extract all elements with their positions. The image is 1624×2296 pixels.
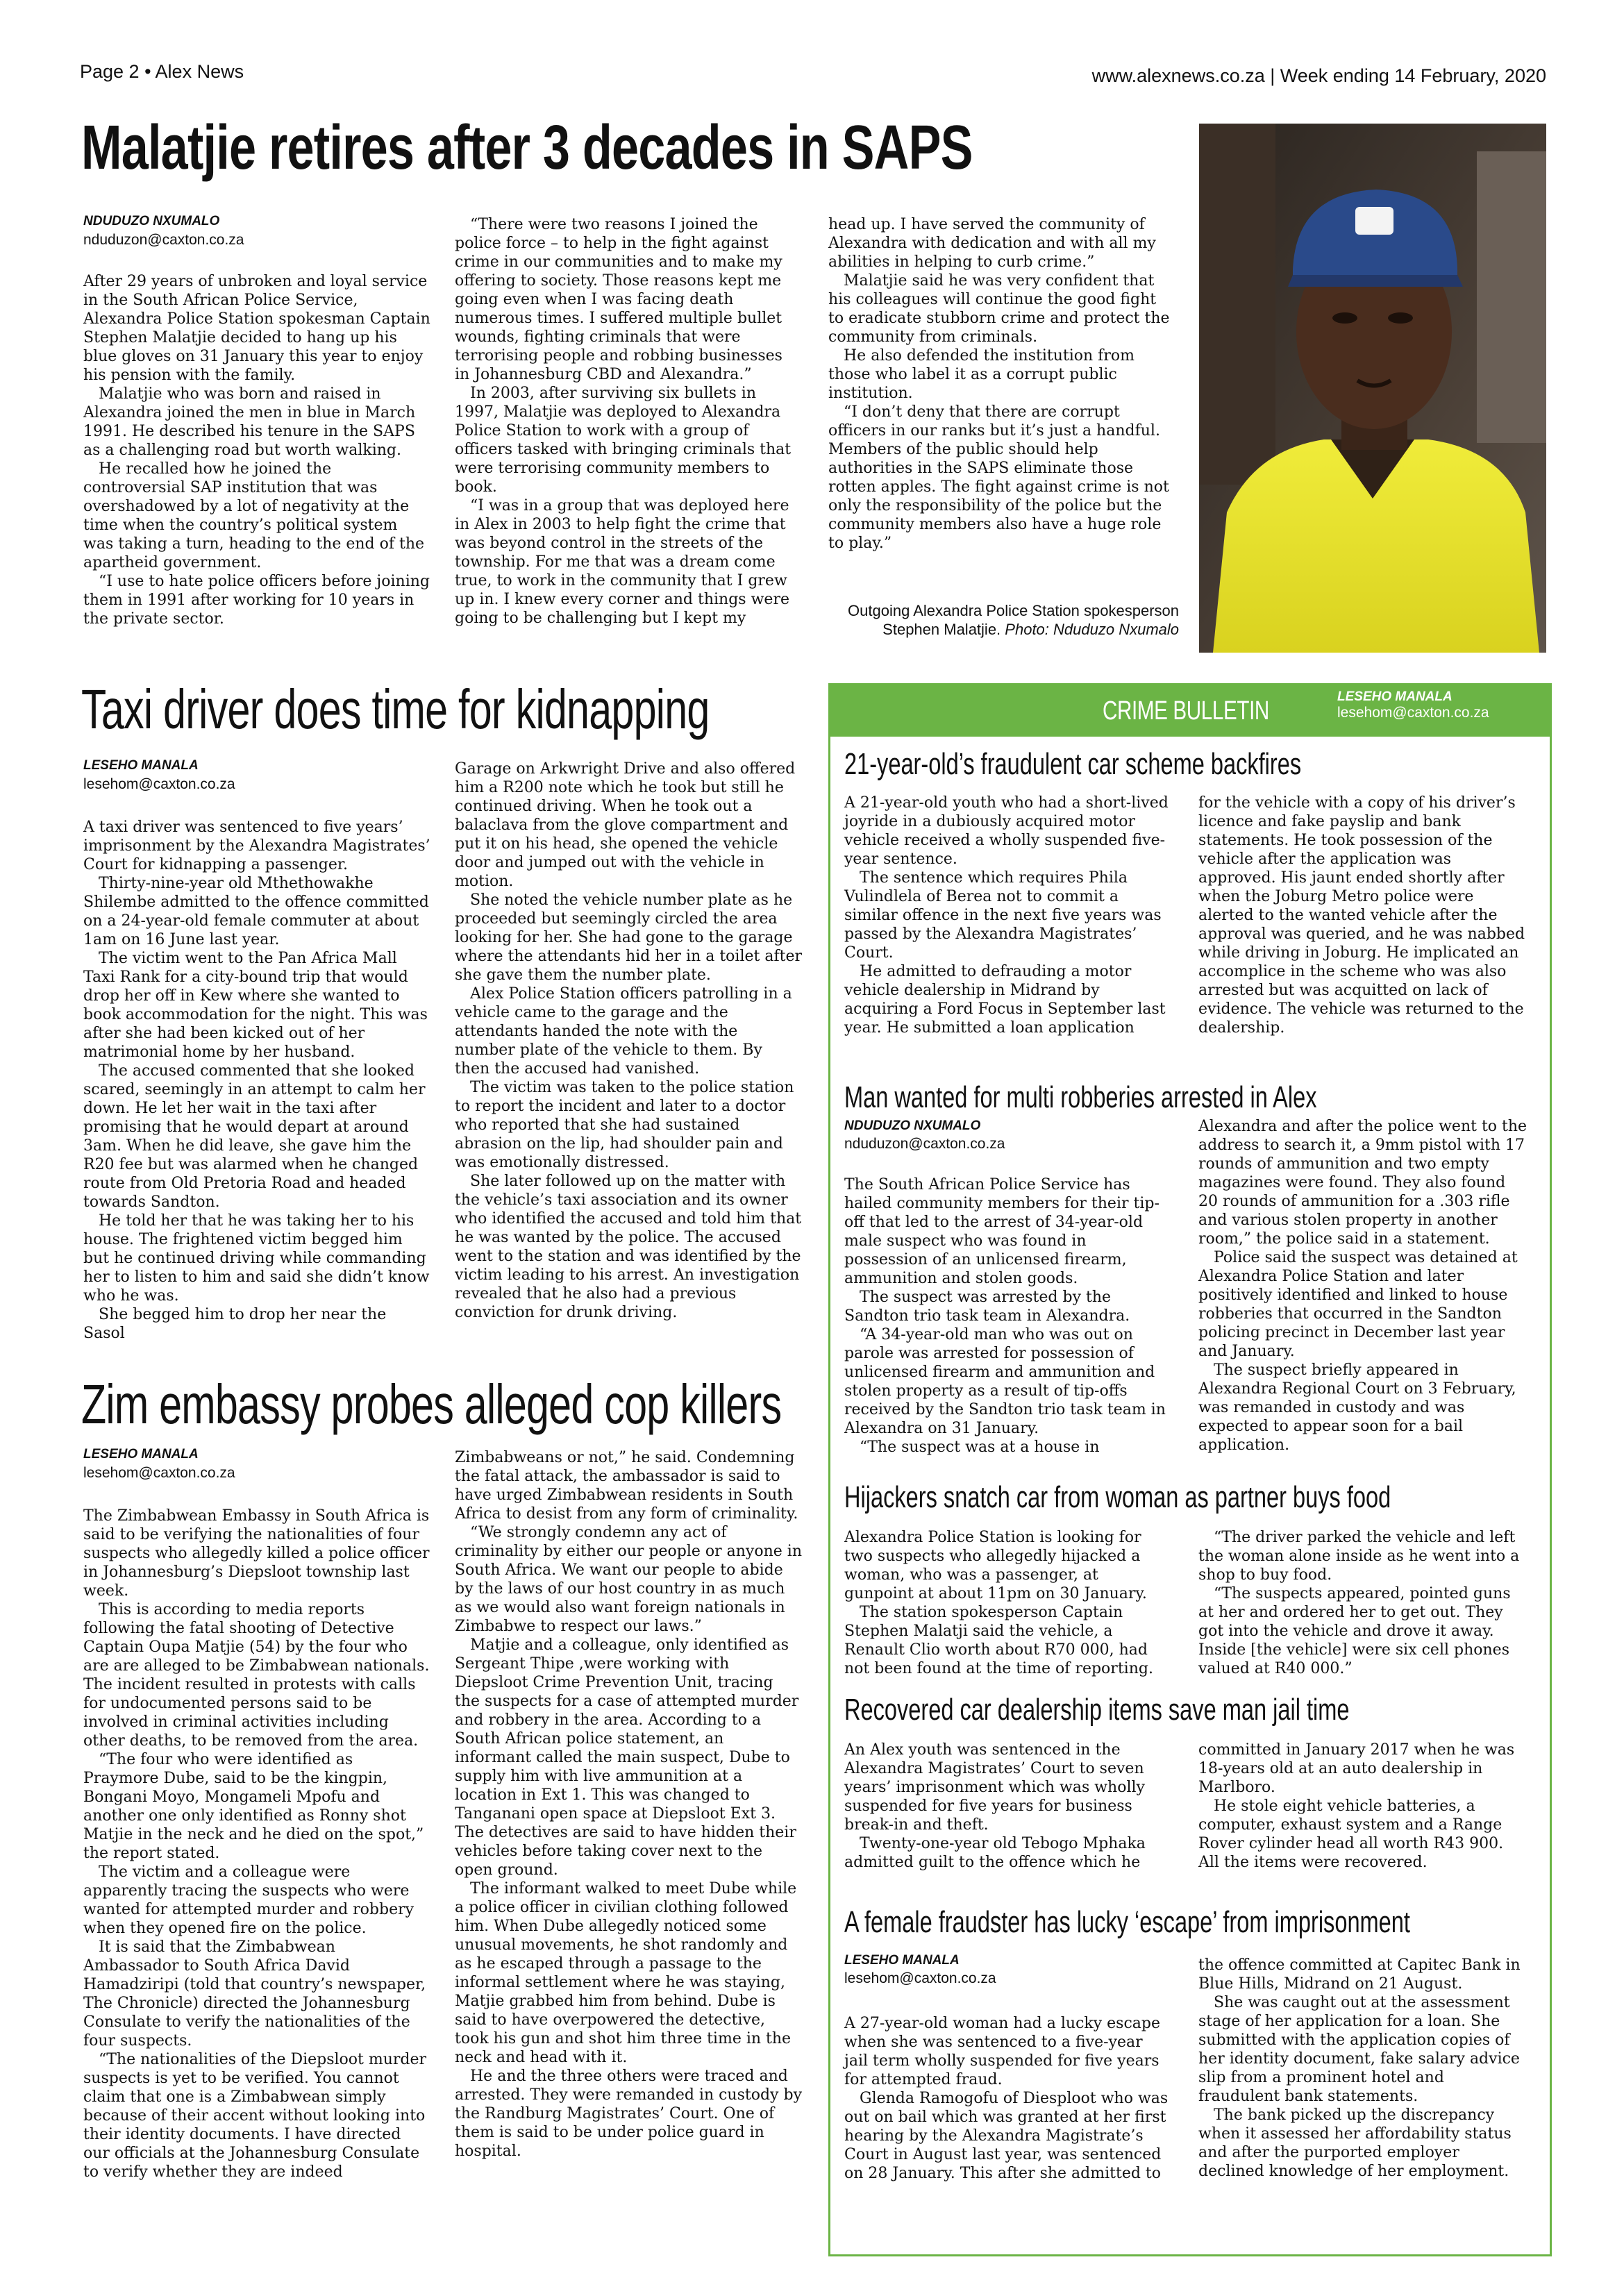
paragraph: After 29 years of unbroken and loyal service in the South African Police Service, Alexandra Police Station spokesman Captain Stephen Malatjie decided to hang up his blue gloves on 31 January this year to enjoy his pension with the family. [83,273,430,384]
paragraph: The suspect briefly appeared in Alexandra Regional Court on 3 February, was remanded in custody and was expected to appear soon for a bail application. [1198,1361,1516,1454]
byline-email: nduduzon@caxton.co.za [83,232,244,248]
portrait-image [1199,124,1546,653]
paragraph: He admitted to defrauding a motor vehicle dealership in Midrand by acquiring a Ford Focus in September last year. He submitted a loan application [844,963,1166,1037]
paragraph: “We strongly condemn any act of criminality by either our people or anyone in South Africa. We want our people to abide by the laws of our host country in as much as we would also want foreign nationals in Zimbabwe to respect our laws.” [455,1524,802,1635]
bulletin-item-col1 [844,794,1171,1037]
bulletin-item-col2 [1198,1117,1528,1455]
byline-name: LESEHO MANALA [1337,689,1453,704]
paragraph: He told her that he was taking her to his house. The frightened victim begged him but he continued driving while commanding her to listen to him and said she didn’t know who he was. [83,1212,430,1305]
paragraph: She noted the vehicle number plate as he proceeded but seemingly circled the area looking for her. She had gone to the garage where the attendants hid her in a toilet after she gave them the number plate. [455,891,802,984]
bulletin-item-col2 [1198,1741,1528,1872]
paragraph: “The driver parked the vehicle and left the woman alone inside as he went into a shop to buy food. [1198,1529,1520,1584]
caption-credit: Photo: Nduduzo Nxumalo [1005,621,1179,638]
paragraph: Zimbabweans or not,” he said. Condemning the fatal attack, the ambassador is said to have urged Zimbabwean residents in South Africa to desist from any form of criminality. [455,1449,798,1523]
bulletin-item-title: 21-year-old’s fraudulent car scheme backfires [844,747,1302,781]
bulletin-item-byline [844,1953,996,1987]
bulletin-item-col2 [1198,794,1528,1037]
site-url-and-date: www.alexnews.co.za | Week ending 14 February, 2020 [1091,65,1546,86]
bulletin-item-col2 [1198,1528,1528,1678]
paragraph: committed in January 2017 when he was 18-years old at an auto dealership in Marlboro. [1198,1741,1515,1796]
portrait-photo [1199,124,1546,653]
story3-col1 [83,1507,430,2181]
paragraph: Glenda Ramogofu of Diesploot who was out on bail which was granted at her first hearing by the Alexandra Magistrate’s Court in August last year, was sentenced on 28 January. This after she admitted to [844,2090,1169,2182]
paragraph: Malatjie who was born and raised in Alexandra joined the men in blue in March 1991. He described his tenure in the SAPS as a challenging road but worth walking. [83,385,416,459]
bulletin-item-col1 [844,1175,1171,1457]
story2-col1 [83,818,430,1343]
bulletin-item-title: Man wanted for multi robberies arrested in Alex [844,1080,1317,1114]
byline-story2 [83,758,430,793]
paragraph: The Zimbabwean Embassy in South Africa is said to be verifying the nationalities of four suspects who allegedly killed a police officer in Johannesburg’s Diepsloot township last week. [83,1507,430,1600]
paragraph: Alex Police Station officers patrolling in a vehicle came to the garage and the attendants handed the note with the number plate of the vehicle to them. By then the accused had vanished. [455,985,792,1078]
page-folio: Page 2 • Alex News [80,61,244,82]
byline-email: lesehom@caxton.co.za [83,1465,235,1481]
paragraph: A 21-year-old youth who had a short-lived joyride in a dubiously acquired motor vehicle received a wholly suspended five-year sentence. [844,794,1169,868]
bulletin-item-title: A female fraudster has lucky ‘escape’ from imprisonment [844,1905,1410,1939]
paragraph: “The suspect was at a house in [860,1439,1100,1456]
byline-name: LESEHO MANALA [83,1447,199,1461]
bulletin-item-title: Hijackers snatch car from woman as partner buys food [844,1480,1391,1514]
byline-story3 [83,1447,430,1482]
paragraph: “The suspects appeared, pointed guns at her and ordered her to get out. They got into the vehicle and drove it away. Inside [the vehicle] were six cell phones valued at R40 000.” [1198,1585,1511,1677]
story2-col2 [455,760,802,1322]
paragraph: In 2003, after surviving six bullets in 1997, Malatjie was deployed to Alexandra Police Station to work with a group of officers tasked with bringing criminals that were terrorising community members to book. [455,385,792,496]
paragraph: Police said the suspect was detained at Alexandra Police Station and later positively identified and linked to house robberies that occurred in the Sandton policing precinct in December last year and January. [1198,1249,1518,1360]
paragraph: The South African Police Service has hailed community members for their tip-off that led to the arrest of 34-year-old male suspect who was found in possession of an unlicensed firearm, ammunition and stolen goods. [844,1176,1160,1287]
paragraph: Malatjie said he was very confident that his colleagues will continue the good fight to eradicate stubborn crime and protect the community from criminals. [828,272,1170,346]
paragraph: A 27-year-old woman had a lucky escape when she was sentenced to a five-year jail term wholly suspended for five years for attempted fraud. [844,2015,1160,2088]
byline-name: LESEHO MANALA [83,758,199,773]
bulletin-item-col1 [844,2014,1171,2183]
paragraph: “I was in a group that was deployed here in Alex in 2003 to help fight the crime that was beyond control in the streets of the township. For me that was a dream come true, to work in the community that I grew up in. I knew every corner and things were going to be challenging but I kept my [455,497,789,627]
paragraph: Matjie and a colleague, only identified as Sergeant Thipe ,were working with Diepsloot Crime Prevention Unit, tracing the suspects for a case of attempted murder and robbery in the area. According to a South African police statement, an informant called the main suspect, Dube to supply him with live ammunition at a location in Ext 1. This was changed to Tanganani open space at Diepsloot Ext 3. The detectives are said to have hidden their vehicles before taking cover next to the open ground. [455,1636,799,1879]
paragraph: The victim and a colleague were apparently tracing the suspects who were wanted for attempted murder and robbery when they opened fire on the police. [83,1863,415,1937]
bulletin-item-col1 [844,1528,1171,1678]
bulletin-item-col1 [844,1741,1171,1872]
byline-story1 [83,214,444,249]
paragraph: It is said that the Zimbabwean Ambassador to South Africa David Hamadziripi (told that country’s newspaper, The Chronicle) directed the Johannesburg Consulate to verify the nationalities of the four suspects. [83,1938,426,2050]
paragraph: Thirty-nine-year old Mthethowakhe Shilembe admitted to the offence committed on a 24-year-old female commuter at about 1am on 16 June last year. [83,875,429,948]
byline-email: nduduzon@caxton.co.za [844,1136,1005,1152]
paragraph: The station spokesperson Captain Stephen Malatji said the vehicle, a Renault Clio worth about R70 000, had not been found at the time of reporting. [844,1604,1153,1677]
byline-name: NDUDUZO NXUMALO [83,214,220,228]
story1-col2 [455,215,802,628]
paragraph: The suspect was arrested by the Sandton trio task team in Alexandra. [844,1289,1130,1325]
byline-name: LESEHO MANALA [844,1953,960,1968]
byline-name: NDUDUZO NXUMALO [844,1118,981,1133]
paragraph: Alexandra Police Station is looking for two suspects who allegedly hijacked a woman, who was a passenger, at gunpoint at about 11pm on 30 January. [844,1529,1147,1602]
headline-malatjie: Malatjie retires after 3 decades in SAPS [81,113,973,183]
paragraph: The accused commented that she looked scared, seemingly in an attempt to calm her down. He let her wait in the taxi after promising that he would depart at around 3am. When he did leave, she gave him the R20 fee but was alarmed when he changed route from Old Pretoria Road and headed towards Sandton. [83,1062,426,1211]
paragraph: “The four who were identified as Praymore Dube, said to be the kingpin, Bongani Moyo, Mongameli Mpofu and another one only identified as Ronny shot Matjie in the neck and he died on the spot,” the report stated. [83,1751,424,1862]
bulletin-item-byline [844,1118,1005,1153]
crime-bulletin-byline [1337,689,1489,721]
paragraph: He also defended the institution from those who label it as a corrupt public institution. [828,347,1135,402]
paragraph: “I use to hate police officers before joining them in 1991 after working for 10 years in the private sector. [83,573,430,628]
story1-col1 [83,272,430,628]
paragraph: She was caught out at the assessment stage of her application for a loan. She submitted with the application copies of her identity document, fake salary advice slip from a prominent hotel and fraudulent bank statements. [1198,1994,1520,2105]
bulletin-item-title: Recovered car dealership items save man jail time [844,1693,1350,1727]
paragraph: She begged him to drop her near the Sasol [83,1306,387,1342]
paragraph: He and the three others were traced and arrested. They were remanded in custody by the Randburg Magistrates’ Court. One of them is said to be under police guard in hospital. [455,2068,802,2160]
byline-email: lesehom@caxton.co.za [83,776,235,792]
paragraph: for the vehicle with a copy of his driver’s licence and fake payslip and bank statements. He took possession of the vehicle after the application was approved. His jaunt ended shortly after when the Joburg Metro police were alerted to the wanted vehicle after the approval was queried, and he was nabbed while driving in Joburg. He implicated an accomplice in the scheme who was also arrested but was acquitted on lack of evidence. The vehicle was returned to the dealership. [1198,794,1525,1037]
paragraph: An Alex youth was sentenced in the Alexandra Magistrates’ Court to seven years’ imprisonment which was wholly suspended for five years for business break-in and theft. [844,1741,1145,1834]
paragraph: The victim went to the Pan Africa Mall Taxi Rank for a city-bound trip that would drop her off in Kew where she wanted to book accommodation for the night. This was after she had been kicked out of her matrimonial home by her husband. [83,950,428,1061]
caption-text: Outgoing Alexandra Police Station spokesperson Stephen Malatjie. [848,602,1179,638]
byline-email: lesehom@caxton.co.za [844,1970,996,1986]
story3-col2 [455,1448,802,2161]
paragraph: “I don’t deny that there are corrupt officers in our ranks but it’s just a handful. Members of the public should help authorities in the SAPS eliminate those rotten apples. The fight against crime is not only the responsibility of the police but the community members also have a huge role to play.” [828,403,1169,552]
headline-taxi-driver: Taxi driver does time for kidnapping [81,678,710,740]
paragraph: “There were two reasons I joined the police force – to help in the fight against crime in our communities and to make my offering to society. Those reasons kept me going even when I was facing death numerous times. I suffered multiple bullet wounds, fighting criminals that were terrorising people and robbing businesses in Johannesburg CBD and Alexandra.” [455,216,782,383]
photo-caption [826,601,1179,639]
paragraph: The victim was taken to the police station to report the incident and later to a doctor who reported that she had sustained abrasion on the lip, had shoulder pain and was emotionally distressed. [455,1079,794,1171]
byline-email: lesehom@caxton.co.za [1337,705,1489,721]
crime-bulletin-box [828,683,1552,2256]
paragraph: The sentence which requires Phila Vulindlela of Berea not to commit a similar offence in the next five years was passed by the Alexandra Magistrates’ Court. [844,869,1162,962]
paragraph: Garage on Arkwright Drive and also offered him a R200 note which he took but still he continued driving. When he took out a balaclava from the glove compartment and put it on his head, she opened the vehicle door and jumped out with the vehicle in motion. [455,760,796,890]
crime-bulletin-title: CRIME BULLETIN [1103,696,1269,726]
paragraph: He stole eight vehicle batteries, a computer, exhaust system and a Range Rover cylinder head all worth R43 900. All the items were recovered. [1198,1798,1504,1871]
paragraph: The informant walked to meet Dube while a police officer in civilian clothing followed him. When Dube allegedly noticed some unusual movements, he shot randomly and as he escaped through a passage to the informal settlement where he was staying, Matjie grabbed him from behind. Dube is said to have overpowered the detective, took his gun and shot him three time in the neck and head with it. [455,1880,797,2066]
story1-col3 [828,215,1175,553]
paragraph: “The nationalities of the Diepsloot murder suspects is yet to be verified. You cannot claim that one is a Zimbabwean simply because of their accent without looking into their identity documents. I have directed our officials at the Johannesburg Consulate to verify whether they are indeed [83,2051,427,2181]
paragraph: This is according to media reports following the fatal shooting of Detective Captain Oupa Matjie (54) by the four who are are alleged to be Zimbabwean nationals. The incident resulted in protests with calls for undocumented persons said to be involved in criminal activities including other deaths, to be removed from the area. [83,1601,430,1750]
paragraph: The bank picked up the discrepancy when it assessed her affordability status and after the purported employer declined knowledge of her employment. [1198,2106,1512,2180]
paragraph: She later followed up on the matter with the vehicle’s taxi association and its owner who identified the accused and told him that he was wanted by the police. The accused went to the station and was identified by the victim leading to his arrest. An investigation revealed that he also had a previous conviction for drunk driving. [455,1173,802,1321]
paragraph: head up. I have served the community of Alexandra with dedication and with all my abilities in helping to curb crime.” [828,216,1156,271]
paragraph: Twenty-one-year old Tebogo Mphaka admitted guilt to the offence which he [844,1835,1146,1871]
headline-zim-embassy: Zim embassy probes alleged cop killers [81,1373,782,1435]
paragraph: A taxi driver was sentenced to five years’ imprisonment by the Alexandra Magistrates’ Court for kidnapping a passenger. [83,819,430,873]
paragraph: Alexandra and after the police went to the address to search it, a 9mm pistol with 17 rounds of ammunition and two empty magazines were found. They also found 20 rounds of ammunition for a .303 rifle and various stolen property in another room,” the police said in a statement. [1198,1118,1527,1248]
bulletin-item-col2 [1198,1956,1528,2181]
paragraph: “A 34-year-old man who was out on parole was arrested for possession of unlicensed firearm and ammunition and stolen property as a result of tip-offs received by the Sandton trio task team in Alexandra on 31 January. [844,1326,1166,1437]
paragraph: the offence committed at Capitec Bank in Blue Hills, Midrand on 21 August. [1198,1956,1521,1993]
paragraph: He recalled how he joined the controversial SAP institution that was overshadowed by a lot of negativity at the time when the country’s political system was taking a turn, heading to the end of the apartheid government. [83,460,425,571]
